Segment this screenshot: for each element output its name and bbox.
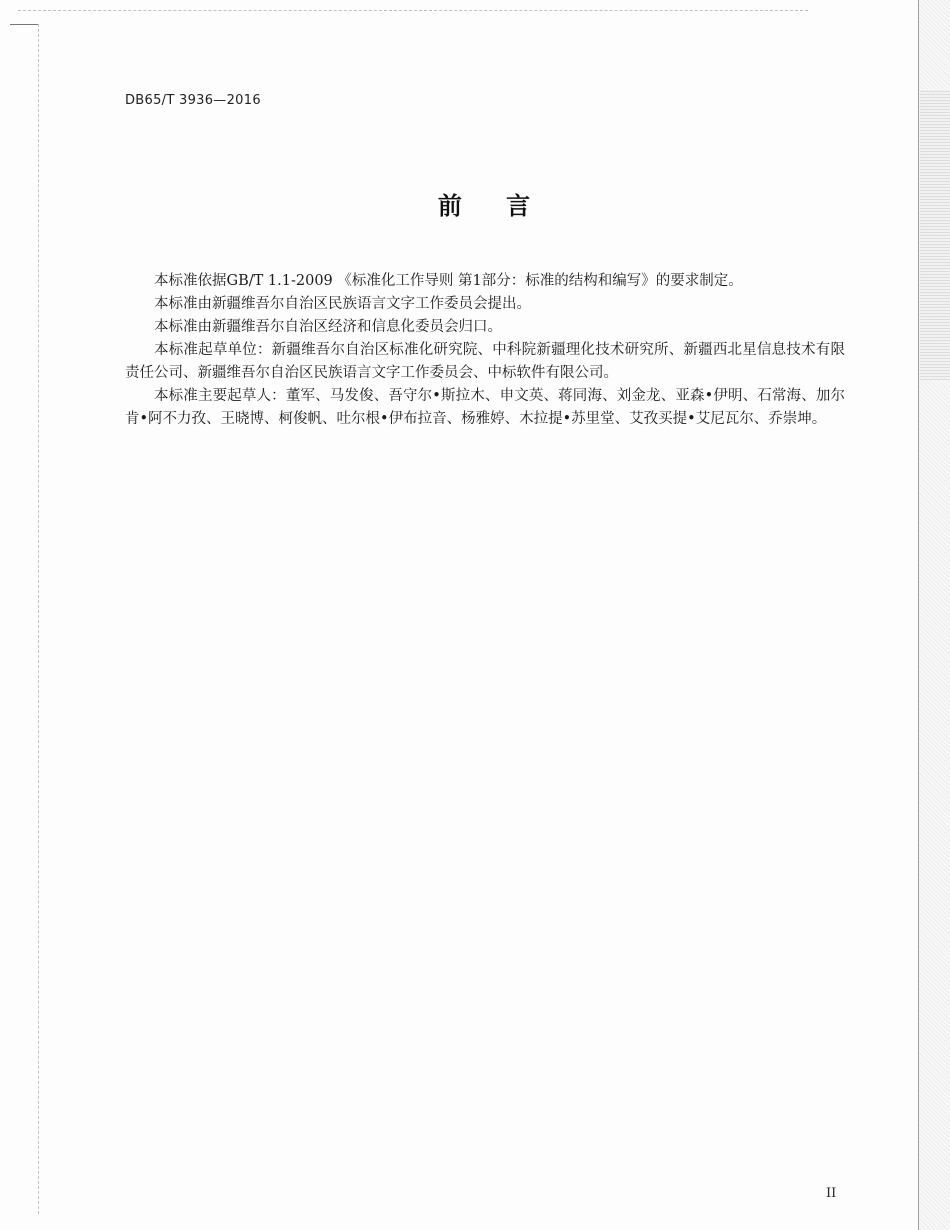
paragraph-drafters: 本标准主要起草人：董军、马发俊、吾守尔•斯拉木、申文英、蒋同海、刘金龙、亚森•伊明、石常海、加尔肯•阿不力孜、王晓博、柯俊帆、吐尔根•伊布拉音、杨雅婷、木拉提•苏里堂、艾孜买提•艾尼瓦尔、乔崇坤。 [125,388,845,427]
document-code: DB65/T 3936—2016 [125,93,261,108]
page-number: II [826,1186,837,1201]
paragraph-drafting-units: 本标准起草单位：新疆维吾尔自治区标准化研究院、中科院新疆理化技术研究所、新疆西北星信息技术有限责任公司、新疆维吾尔自治区民族语言文字工作委员会、中标软件有限公司。 [125,342,845,381]
paragraph-proposer: 本标准由新疆维吾尔自治区民族语言文字工作委员会提出。 [154,296,531,312]
scan-edge-top [18,10,808,11]
scan-noise-band [920,90,950,380]
foreword-body [125,270,845,431]
page-title: 前 言 [437,192,549,220]
paragraph-basis: 本标准依据GB/T 1.1-2009 《标准化工作导则 第1部分：标准的结构和编写》的要求制定。 [154,273,743,289]
paragraph-administrator: 本标准由新疆维吾尔自治区经济和信息化委员会归口。 [154,319,502,335]
scan-corner-mark [10,24,38,25]
